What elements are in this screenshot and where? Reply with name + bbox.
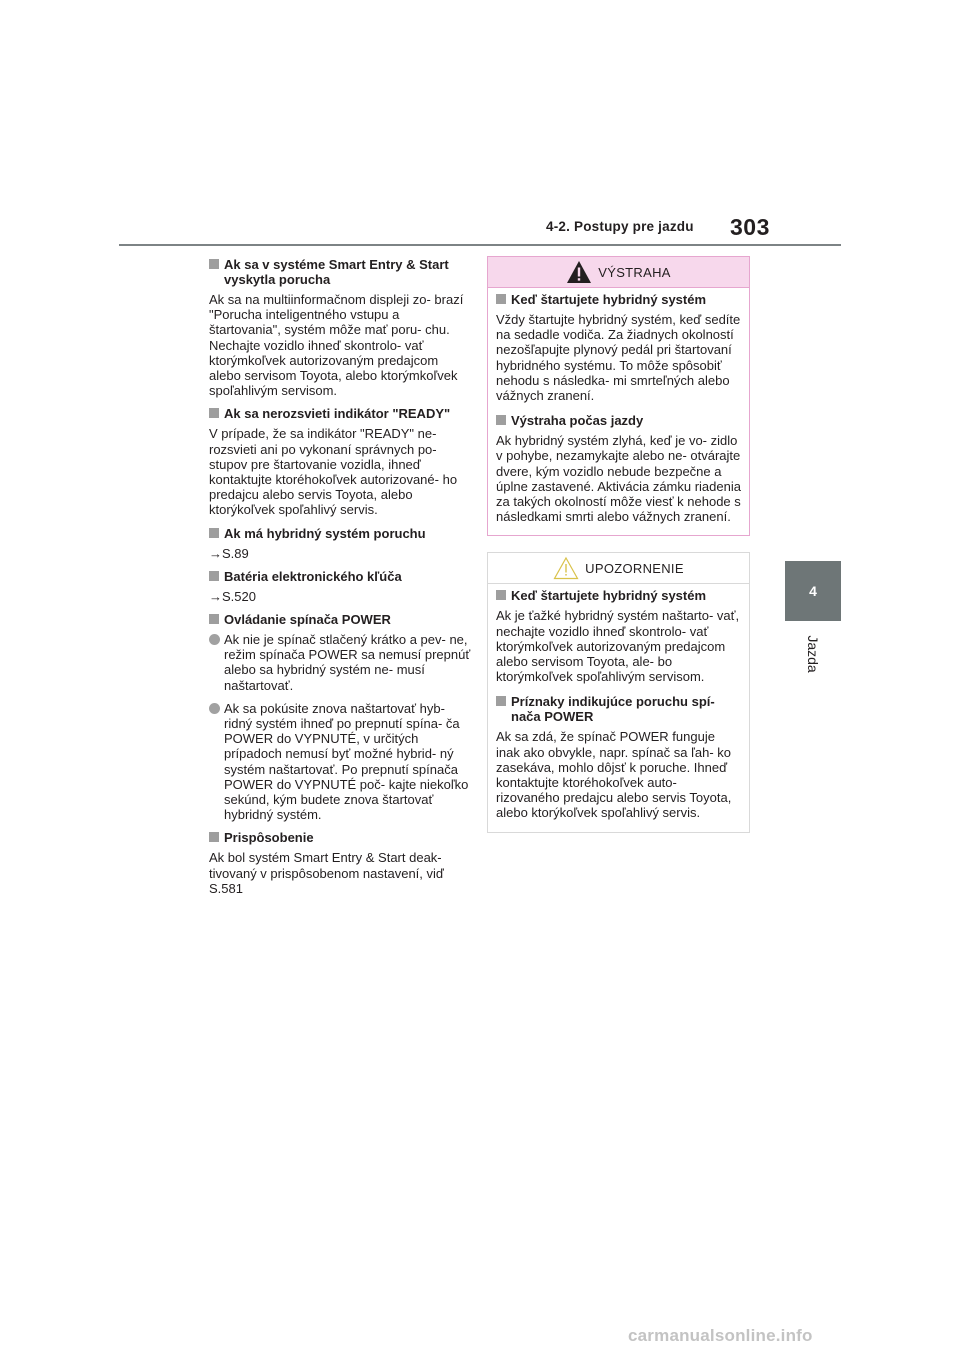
round-bullet-icon [209, 634, 220, 645]
paragraph: Ak je ťažké hybridný systém naštarto- vať, nechajte vozidlo ihneď skontrolo- vať ktorýmkoľvek autorizovaným predajcom alebo servisom Toyota, ale- bo ktorýmkoľvek spoľahlivým servisom. [496, 608, 740, 685]
heading-text: Prispôsobenie [224, 830, 314, 846]
notice-header [488, 553, 749, 584]
section-heading [496, 588, 741, 603]
right-column [487, 256, 750, 833]
section-heading [209, 257, 471, 287]
notice-box [487, 552, 750, 832]
chapter-label: Jazda [805, 635, 821, 673]
square-bullet-icon [209, 614, 219, 624]
page-reference-link[interactable]: →S.520 [209, 588, 256, 604]
caution-triangle-icon [553, 556, 579, 580]
watermark: carmanualsonline.info [628, 1326, 813, 1345]
paragraph: Ak sa zdá, že spínač POWER funguje inak ako obvykle, napr. spínač sa ľah- ko zasekáva, mohlo dôjsť k poruche. Ihneď kontaktujte ktoréhokoľvek auto- rizovaného predajcu alebo servis Toyota, alebo ktorýkoľvek spoľahlivý servis. [496, 729, 732, 821]
bullet-item [209, 632, 471, 693]
square-bullet-icon [209, 571, 219, 581]
square-bullet-icon [209, 408, 219, 418]
warning-title: VÝSTRAHA [598, 264, 671, 280]
paragraph: Vždy štartujte hybridný systém, keď sedíte na sedadle vodiča. Za žiadnych okolností nezošľapujte plynový pedál pri štartovaní hybridného systému. To môže spôsobiť nehodu s následka- mi smrteľných alebo vážnych zranení. [496, 312, 741, 404]
section-heading [496, 292, 741, 307]
warning-triangle-icon [566, 260, 592, 284]
square-bullet-icon [496, 590, 506, 600]
paragraph: Ak sa na multiinformačnom displeji zo- brazí "Porucha inteligentného vstupu a štartovania", systém môže mať poru- chu. Nechajte vozidlo ihneď skontrolo- vať ktorýmkoľvek autorizovaným predajcom alebo servisom Toyota, alebo ktorýmkoľvek spoľahlivým servisom. [209, 292, 464, 399]
paragraph: Ak bol systém Smart Entry & Start deak- tivovaný v prispôsobenom nastavení, viď S.581 [209, 850, 444, 896]
square-bullet-icon [496, 415, 506, 425]
section-heading [496, 694, 741, 724]
chapter-tab [785, 561, 841, 621]
heading-text: Keď štartujete hybridný systém [511, 292, 707, 307]
heading-text: Ovládanie spínača POWER [224, 612, 391, 628]
square-bullet-icon [496, 294, 506, 304]
heading-text: Keď štartujete hybridný systém [511, 588, 707, 604]
header-divider [119, 244, 841, 246]
warning-body [488, 288, 749, 535]
chapter-number: 4 [809, 583, 817, 599]
round-bullet-icon [209, 703, 220, 714]
section-heading [209, 526, 471, 541]
heading-text: Ak sa nerozsvieti indikátor "READY" [224, 406, 451, 422]
bullet-text: Ak sa pokúsite znova naštartovať hyb- ridný systém ihneď po prepnutí spína- ča POWER do VYPNUTÉ, v určitých prípadoch nemusí byť možné hybrid- ný systém naštartovať. Po prepnutí spínača POWER do VYPNUTÉ poč- kajte niekoľko sekúnd, kým budete znova štartovať hybridný systém. [224, 700, 469, 823]
square-bullet-icon [209, 832, 219, 842]
section-title: 4-2. Postupy pre jazdu [546, 219, 694, 234]
page-number: 303 [730, 214, 770, 240]
bullet-text: Ak nie je spínač stlačený krátko a pev- ne, režim spínača POWER sa nemusí prepnúť alebo sa hybridný systém ne- musí naštartovať. [224, 632, 471, 693]
heading-text: Ak sa v systéme Smart Entry & Start vyskytla porucha [224, 257, 449, 287]
section-heading [209, 406, 471, 421]
section-heading [209, 612, 471, 627]
heading-text: Ak má hybridný systém poruchu [224, 525, 426, 541]
square-bullet-icon [209, 528, 219, 538]
section-heading [209, 569, 471, 584]
warning-header [488, 257, 749, 288]
square-bullet-icon [496, 696, 506, 706]
warning-box [487, 256, 750, 536]
paragraph: V prípade, že sa indikátor "READY" ne- rozsvieti ani po vykonaní správnych po- stupov pre štartovanie vozidla, ihneď kontaktujte ktoréhokoľvek autorizované- ho predajcu alebo servis Toyota, alebo ktorýkoľvek spoľahlivý servis. [209, 426, 458, 518]
paragraph: Ak hybridný systém zlyhá, keď je vo- zidlo v pohybe, nezamykajte alebo ne- otvárajte dvere, kým vozidlo nebude bezpečne a úplne zastavené. Aktivácia zámku riadenia za takých okolností môže viesť k nehode s následkami smrti alebo vážnych zranení. [496, 433, 741, 525]
bullet-item [209, 701, 471, 823]
heading-text: Batéria elektronického kľúča [224, 568, 402, 584]
heading-text: Výstraha počas jazdy [511, 413, 644, 429]
page-reference-link[interactable]: →S.89 [209, 545, 249, 561]
heading-text: Príznaky indikujúce poruchu spí- nača POWER [511, 694, 715, 725]
section-heading [209, 830, 471, 845]
left-column [209, 257, 471, 904]
section-heading [496, 413, 741, 428]
square-bullet-icon [209, 259, 219, 269]
notice-body [488, 584, 749, 831]
notice-title: UPOZORNENIE [585, 560, 684, 576]
